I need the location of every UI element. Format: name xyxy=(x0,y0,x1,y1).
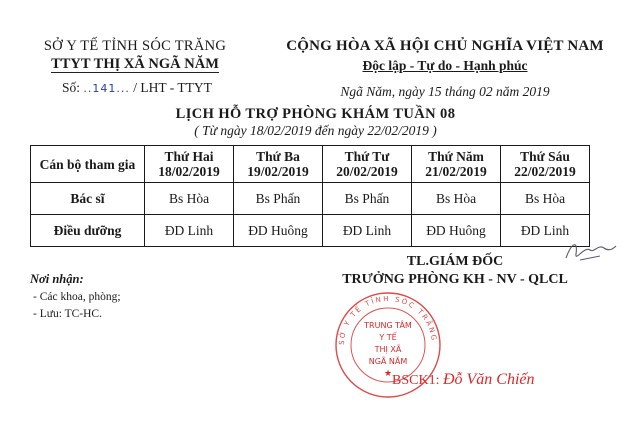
table-row xyxy=(31,183,590,215)
day-name: Thứ Ba xyxy=(256,149,300,164)
day-name: Thứ Hai xyxy=(164,149,214,164)
schedule-table xyxy=(30,145,590,247)
stamp-line: TRUNG TÂM xyxy=(364,321,412,330)
ministry-name: SỞ Y TẾ TỈNH SÓC TRĂNG xyxy=(43,38,227,54)
table-cell: ĐD Huông xyxy=(412,215,501,247)
table-cell: ĐD Huông xyxy=(234,215,323,247)
column-header xyxy=(234,146,323,183)
recipients-heading: Nơi nhận: xyxy=(30,272,84,286)
table-header-row xyxy=(31,146,590,183)
table-cell: ĐD Linh xyxy=(501,215,590,247)
table-row xyxy=(31,215,590,247)
day-date: 22/02/2019 xyxy=(514,164,576,179)
stamp-line: Y TẾ xyxy=(379,333,397,342)
column-header xyxy=(323,146,412,183)
doc-no-value: ..141... xyxy=(83,82,130,95)
table-cell: ĐD Linh xyxy=(323,215,412,247)
document-number xyxy=(62,80,212,96)
table-cell: ĐD Linh xyxy=(145,215,234,247)
signer-fullname: Đỗ Văn Chiến xyxy=(442,371,535,388)
column-header xyxy=(501,146,590,183)
motto: Độc lập - Tự do - Hạnh phúc xyxy=(362,58,528,73)
doc-no-suffix: / LHT - TTYT xyxy=(129,80,212,95)
stamp-line: THỊ XÃ xyxy=(374,345,402,354)
table-cell: Bs Phấn xyxy=(234,183,323,215)
unit-name xyxy=(20,56,250,73)
table-cell: Bs Hòa xyxy=(145,183,234,215)
day-name: Thứ Sáu xyxy=(520,149,570,164)
stamp-ring-text: SỞ Y TẾ TỈNH SÓC TRĂNG xyxy=(337,294,439,346)
signature-position: TRƯỞNG PHÒNG KH - NV - QLCL xyxy=(342,272,568,287)
row-label: Bác sĩ xyxy=(31,183,145,215)
column-header xyxy=(412,146,501,183)
row-label: Điều dưỡng xyxy=(31,215,145,247)
day-date: 18/02/2019 xyxy=(158,164,220,179)
day-date: 19/02/2019 xyxy=(247,164,309,179)
column-header xyxy=(145,146,234,183)
recipient-item: - Các khoa, phòng; xyxy=(33,291,121,303)
doc-no-prefix: Số: xyxy=(62,80,84,95)
signature-authority: TL.GIÁM ĐỐC xyxy=(406,254,504,269)
day-name: Thứ Năm xyxy=(428,149,484,164)
signer-name xyxy=(392,371,535,389)
signer-title: BSCK1: xyxy=(392,373,443,388)
table-cell: Bs Phấn xyxy=(323,183,412,215)
handwritten-signature-icon xyxy=(560,236,620,266)
stamp-line: NGÃ NĂM xyxy=(368,357,408,366)
day-date: 21/02/2019 xyxy=(425,164,487,179)
day-name: Thứ Tư xyxy=(344,149,390,164)
corner-header: Cán bộ tham gia xyxy=(31,146,145,183)
document-title: LỊCH HỖ TRỢ PHÒNG KHÁM TUẦN 08 xyxy=(175,106,456,122)
day-date: 20/02/2019 xyxy=(336,164,398,179)
table-cell: Bs Hòa xyxy=(412,183,501,215)
unit-name-text: TTYT THỊ XÃ NGÃ NĂM xyxy=(51,56,219,72)
recipient-item: - Lưu: TC-HC. xyxy=(33,308,102,320)
place-date: Ngã Năm, ngày 15 tháng 02 năm 2019 xyxy=(340,84,550,99)
nation-heading: CỘNG HÒA XÃ HỘI CHỦ NGHĨA VIỆT NAM xyxy=(286,38,604,54)
svg-text:★: ★ xyxy=(383,368,393,378)
document-subtitle: ( Từ ngày 18/02/2019 đến ngày 22/02/2019 ) xyxy=(194,123,437,138)
table-cell: Bs Hòa xyxy=(501,183,590,215)
